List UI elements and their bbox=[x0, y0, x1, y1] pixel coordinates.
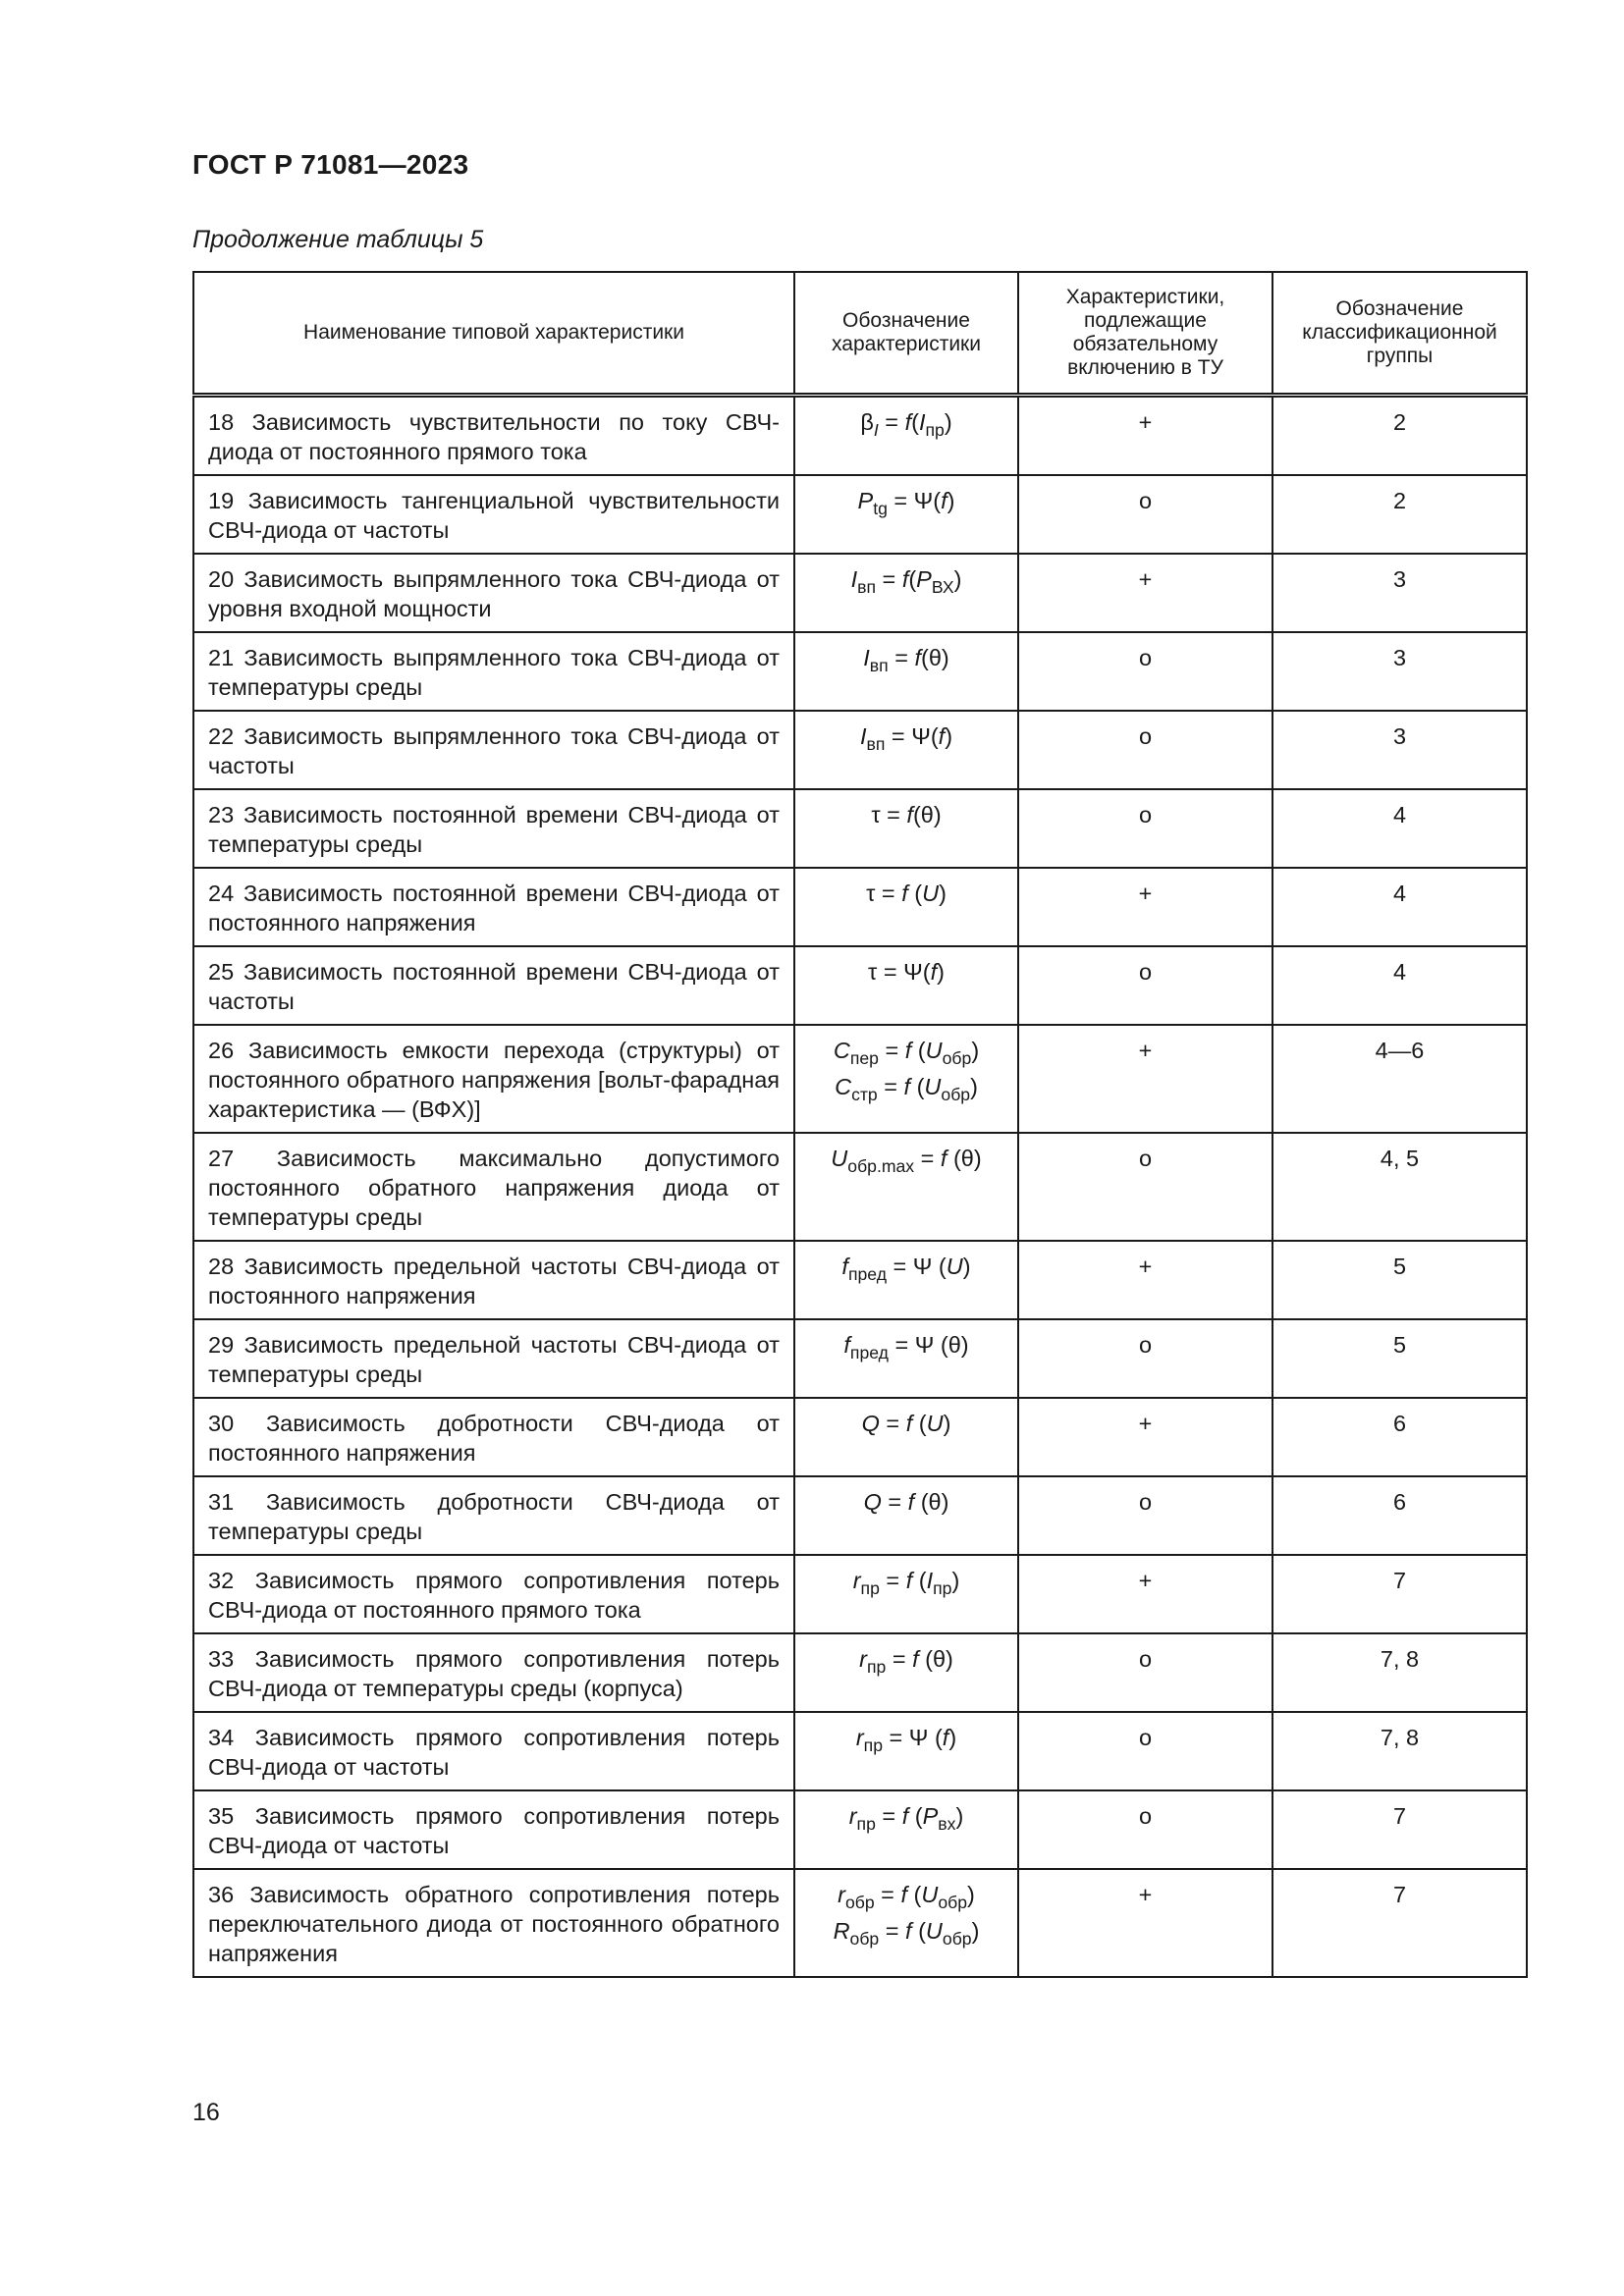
formula-subscript: пр bbox=[860, 1578, 880, 1599]
formula-line bbox=[809, 636, 1003, 679]
characteristic-name: 33 Зависимость прямого сопротивления потерь СВЧ-диода от температуры среды (корпуса) bbox=[193, 1633, 794, 1712]
formula-line bbox=[809, 1137, 1003, 1180]
formula-subscript: пр bbox=[933, 1578, 952, 1599]
formula-symbol: f bbox=[901, 881, 908, 906]
classification-group: 7, 8 bbox=[1272, 1633, 1527, 1712]
formula-line bbox=[809, 1716, 1003, 1759]
formula-line bbox=[809, 400, 1003, 444]
formula-symbol: f bbox=[912, 1646, 919, 1672]
mandatory-flag: о bbox=[1018, 1319, 1272, 1398]
formula-line bbox=[809, 1402, 1003, 1445]
characteristic-name: 29 Зависимость предельной частоты СВЧ-диода от температуры среды bbox=[193, 1319, 794, 1398]
formula-symbol: f bbox=[904, 409, 912, 435]
formula-text: = bbox=[879, 1568, 906, 1593]
characteristic-name: 32 Зависимость прямого сопротивления потерь СВЧ-диода от постоянного прямого тока bbox=[193, 1555, 794, 1633]
characteristic-designation bbox=[794, 1398, 1018, 1476]
formula-subscript: пер bbox=[849, 1048, 879, 1069]
characteristic-designation bbox=[794, 554, 1018, 632]
characteristic-designation bbox=[794, 1025, 1018, 1133]
formula-text: ( bbox=[910, 1074, 925, 1099]
formula-text: ) bbox=[967, 1882, 975, 1907]
table-row bbox=[193, 475, 1527, 554]
characteristic-designation bbox=[794, 1133, 1018, 1241]
formula-text: ) bbox=[943, 1411, 951, 1436]
characteristic-designation bbox=[794, 632, 1018, 711]
formula-line bbox=[809, 715, 1003, 758]
table-row bbox=[193, 1869, 1527, 1977]
classification-group: 4 bbox=[1272, 868, 1527, 946]
formula-symbol: R bbox=[833, 1918, 850, 1944]
formula-line bbox=[809, 1480, 1003, 1523]
characteristic-name: 28 Зависимость предельной частоты СВЧ-диода от постоянного напряжения bbox=[193, 1241, 794, 1319]
formula-symbol: I bbox=[859, 723, 867, 749]
mandatory-flag: + bbox=[1018, 1025, 1272, 1133]
formula-subscript: вп bbox=[866, 734, 886, 755]
formula-symbol: P bbox=[916, 566, 932, 592]
formula-symbol: f bbox=[941, 488, 947, 513]
formula-symbol: f bbox=[938, 723, 946, 749]
characteristic-designation bbox=[794, 475, 1018, 554]
mandatory-flag: о bbox=[1018, 475, 1272, 554]
mandatory-flag: + bbox=[1018, 396, 1272, 476]
formula-symbol: C bbox=[833, 1038, 850, 1063]
formula-text: = bbox=[881, 1489, 908, 1515]
formula-text: ) bbox=[939, 881, 947, 906]
formula-text: = bbox=[875, 1803, 902, 1829]
formula-text: ( bbox=[908, 566, 917, 592]
formula-line bbox=[809, 1637, 1003, 1681]
formula-text: ) bbox=[951, 1568, 960, 1593]
table-row bbox=[193, 1712, 1527, 1790]
mandatory-flag: о bbox=[1018, 1633, 1272, 1712]
formula-symbol: f bbox=[930, 959, 938, 985]
formula-text: ) bbox=[970, 1074, 978, 1099]
formula-symbol: P bbox=[857, 488, 874, 513]
formula-line bbox=[809, 793, 1003, 836]
formula-text: = bbox=[878, 1038, 905, 1063]
formula-line bbox=[809, 872, 1003, 915]
formula-text: = Ψ( bbox=[885, 723, 939, 749]
table-row bbox=[193, 554, 1527, 632]
mandatory-flag: о bbox=[1018, 946, 1272, 1025]
formula-subscript: пр bbox=[856, 1814, 876, 1835]
formula-subscript: пред bbox=[847, 1264, 887, 1285]
formula-subscript: вх bbox=[938, 1814, 956, 1835]
classification-group: 2 bbox=[1272, 475, 1527, 554]
formula-text: τ = Ψ( bbox=[868, 959, 931, 985]
classification-group: 3 bbox=[1272, 554, 1527, 632]
table-row bbox=[193, 1790, 1527, 1869]
formula-line bbox=[809, 1065, 1003, 1108]
formula-symbol: f bbox=[907, 1489, 915, 1515]
formula-line bbox=[809, 950, 1003, 993]
mandatory-flag: + bbox=[1018, 1398, 1272, 1476]
formula-symbol: f bbox=[906, 802, 913, 828]
table-row bbox=[193, 1555, 1527, 1633]
table-row bbox=[193, 1241, 1527, 1319]
table-row bbox=[193, 632, 1527, 711]
formula-text: ( bbox=[912, 1568, 927, 1593]
formula-text: (θ) bbox=[947, 1146, 982, 1171]
mandatory-flag: о bbox=[1018, 711, 1272, 789]
mandatory-flag: о bbox=[1018, 1133, 1272, 1241]
formula-subscript: tg bbox=[873, 499, 888, 519]
formula-symbol: Q bbox=[861, 1411, 880, 1436]
characteristic-name: 34 Зависимость прямого сопротивления потерь СВЧ-диода от частоты bbox=[193, 1712, 794, 1790]
formula-text: ) bbox=[971, 1038, 980, 1063]
classification-group: 7 bbox=[1272, 1869, 1527, 1977]
formula-subscript: пр bbox=[866, 1657, 887, 1678]
formula-subscript: обр bbox=[938, 1893, 968, 1913]
mandatory-flag: о bbox=[1018, 789, 1272, 868]
characteristic-designation bbox=[794, 946, 1018, 1025]
formula-symbol: f bbox=[900, 1882, 907, 1907]
formula-subscript: вп bbox=[857, 577, 877, 598]
formula-text: = bbox=[879, 1411, 906, 1436]
formula-text: β bbox=[860, 409, 874, 435]
mandatory-flag: о bbox=[1018, 632, 1272, 711]
formula-symbol: U bbox=[925, 1918, 943, 1944]
formula-symbol: U bbox=[924, 1074, 942, 1099]
formula-text: = Ψ (θ) bbox=[888, 1332, 969, 1358]
formula-text: = bbox=[876, 566, 902, 592]
mandatory-flag: о bbox=[1018, 1476, 1272, 1555]
formula-symbol: U bbox=[921, 1882, 939, 1907]
formula-symbol: f bbox=[903, 1074, 911, 1099]
formula-text: = bbox=[877, 1074, 904, 1099]
formula-symbol: f bbox=[901, 1803, 909, 1829]
formula-symbol: f bbox=[940, 1146, 947, 1171]
formula-text: ) bbox=[937, 959, 945, 985]
formula-symbol: U bbox=[946, 1254, 963, 1279]
characteristic-name: 21 Зависимость выпрямленного тока СВЧ-диода от температуры среды bbox=[193, 632, 794, 711]
classification-group: 4 bbox=[1272, 946, 1527, 1025]
formula-symbol: f bbox=[914, 645, 921, 670]
formula-subscript: пред bbox=[849, 1343, 889, 1363]
formula-subscript: вп bbox=[869, 656, 889, 676]
formula-symbol: C bbox=[835, 1074, 852, 1099]
formula-text: ) bbox=[955, 1803, 964, 1829]
formula-text: ) bbox=[947, 488, 955, 513]
formula-symbol: r bbox=[859, 1646, 867, 1672]
formula-subscript: обр bbox=[942, 1048, 972, 1069]
formula-symbol: U bbox=[922, 881, 940, 906]
formula-subscript: пр bbox=[863, 1735, 884, 1756]
formula-symbol: I bbox=[926, 1568, 934, 1593]
formula-symbol: r bbox=[855, 1725, 864, 1750]
formula-line bbox=[809, 1559, 1003, 1602]
formula-text: = bbox=[886, 1646, 913, 1672]
table-row bbox=[193, 711, 1527, 789]
characteristic-name: 35 Зависимость прямого сопротивления потерь СВЧ-диода от частоты bbox=[193, 1790, 794, 1869]
formula-text: = Ψ ( bbox=[883, 1725, 943, 1750]
formula-symbol: I bbox=[850, 566, 858, 592]
formula-subscript: обр bbox=[941, 1085, 971, 1105]
col-header-required: Характеристики, подлежащие обязательному включению в ТУ bbox=[1018, 272, 1272, 396]
formula-symbol: I bbox=[918, 409, 926, 435]
formula-symbol: f bbox=[905, 1918, 912, 1944]
formula-text: ) bbox=[945, 723, 953, 749]
table-caption: Продолжение таблицы 5 bbox=[192, 226, 484, 253]
col-header-group: Обозначение классификационной группы bbox=[1272, 272, 1527, 396]
formula-symbol: f bbox=[901, 566, 909, 592]
characteristic-designation bbox=[794, 868, 1018, 946]
characteristic-name: 26 Зависимость емкости перехода (структуры) от постоянного обратного напряжения [вольт-фарадная характеристика — (ВФХ)] bbox=[193, 1025, 794, 1133]
formula-text: (θ) bbox=[921, 645, 949, 670]
formula-text: (θ) bbox=[918, 1646, 953, 1672]
mandatory-flag: + bbox=[1018, 868, 1272, 946]
document-header: ГОСТ Р 71081—2023 bbox=[192, 149, 469, 180]
formula-line bbox=[809, 558, 1003, 601]
col-header-designation: Обозначение характеристики bbox=[794, 272, 1018, 396]
table-row bbox=[193, 396, 1527, 476]
table-row bbox=[193, 789, 1527, 868]
formula-text: ( bbox=[911, 1918, 926, 1944]
characteristic-name: 20 Зависимость выпрямленного тока СВЧ-диода от уровня входной мощности bbox=[193, 554, 794, 632]
mandatory-flag: о bbox=[1018, 1790, 1272, 1869]
col-header-name: Наименование типовой характеристики bbox=[193, 272, 794, 396]
table-row bbox=[193, 1133, 1527, 1241]
table-row bbox=[193, 1476, 1527, 1555]
characteristics-table bbox=[192, 271, 1528, 1978]
classification-group: 3 bbox=[1272, 711, 1527, 789]
table-header-row bbox=[193, 272, 1527, 396]
formula-symbol: r bbox=[848, 1803, 857, 1829]
formula-line bbox=[809, 1909, 1003, 1952]
characteristic-name: 18 Зависимость чувствительности по току СВЧ-диода от постоянного прямого тока bbox=[193, 396, 794, 476]
formula-text: = bbox=[888, 645, 915, 670]
characteristic-name: 36 Зависимость обратного сопротивления потерь переключательного диода от постоянного обратного напряжения bbox=[193, 1869, 794, 1977]
characteristic-designation bbox=[794, 1790, 1018, 1869]
formula-text: ( bbox=[912, 1411, 927, 1436]
formula-text: τ = bbox=[871, 802, 907, 828]
formula-symbol: U bbox=[925, 1038, 943, 1063]
formula-symbol: U bbox=[926, 1411, 944, 1436]
formula-subscript: стр bbox=[851, 1085, 878, 1105]
formula-line bbox=[809, 1794, 1003, 1838]
formula-text: = bbox=[874, 1882, 901, 1907]
formula-line bbox=[809, 1245, 1003, 1288]
classification-group: 7 bbox=[1272, 1790, 1527, 1869]
formula-text: ( bbox=[911, 1038, 926, 1063]
characteristic-designation bbox=[794, 1869, 1018, 1977]
characteristic-designation bbox=[794, 396, 1018, 476]
formula-text: (θ) bbox=[914, 1489, 949, 1515]
characteristic-designation bbox=[794, 1712, 1018, 1790]
characteristic-name: 27 Зависимость максимально допустимого постоянного обратного напряжения диода от температуры среды bbox=[193, 1133, 794, 1241]
formula-symbol: r bbox=[852, 1568, 861, 1593]
formula-text: ) bbox=[953, 566, 962, 592]
formula-symbol: f bbox=[905, 1411, 913, 1436]
formula-symbol: I bbox=[863, 645, 870, 670]
classification-group: 6 bbox=[1272, 1398, 1527, 1476]
formula-subscript: I bbox=[873, 420, 879, 441]
formula-text: = bbox=[914, 1146, 941, 1171]
classification-group: 4—6 bbox=[1272, 1025, 1527, 1133]
formula-symbol: r bbox=[838, 1882, 845, 1907]
characteristic-designation bbox=[794, 711, 1018, 789]
table-row bbox=[193, 946, 1527, 1025]
formula-symbol: U bbox=[831, 1146, 848, 1171]
formula-subscript: обр bbox=[849, 1929, 880, 1949]
formula-symbol: f bbox=[942, 1725, 949, 1750]
characteristic-designation bbox=[794, 789, 1018, 868]
table-row bbox=[193, 1319, 1527, 1398]
formula-text: τ = bbox=[866, 881, 902, 906]
formula-symbol: f bbox=[841, 1254, 848, 1279]
formula-text: ) bbox=[948, 1725, 957, 1750]
classification-group: 3 bbox=[1272, 632, 1527, 711]
classification-group: 5 bbox=[1272, 1319, 1527, 1398]
formula-symbol: f bbox=[905, 1568, 913, 1593]
characteristic-name: 24 Зависимость постоянной времени СВЧ-диода от постоянного напряжения bbox=[193, 868, 794, 946]
formula-text: ( bbox=[911, 409, 919, 435]
page-number: 16 bbox=[192, 2099, 220, 2126]
classification-group: 4 bbox=[1272, 789, 1527, 868]
formula-text: ( bbox=[907, 881, 923, 906]
formula-symbol: P bbox=[922, 1803, 939, 1829]
formula-subscript: обр.max bbox=[847, 1156, 915, 1177]
mandatory-flag: о bbox=[1018, 1712, 1272, 1790]
classification-group: 4, 5 bbox=[1272, 1133, 1527, 1241]
characteristic-name: 31 Зависимость добротности СВЧ-диода от температуры среды bbox=[193, 1476, 794, 1555]
formula-line bbox=[809, 1323, 1003, 1366]
characteristic-designation bbox=[794, 1555, 1018, 1633]
formula-subscript: пр bbox=[925, 420, 945, 441]
formula-text: ) bbox=[971, 1918, 980, 1944]
table-row bbox=[193, 1633, 1527, 1712]
characteristic-name: 25 Зависимость постоянной времени СВЧ-диода от частоты bbox=[193, 946, 794, 1025]
mandatory-flag: + bbox=[1018, 1869, 1272, 1977]
formula-text: ) bbox=[962, 1254, 971, 1279]
formula-line bbox=[809, 479, 1003, 522]
formula-text: = bbox=[878, 409, 905, 435]
formula-text: = bbox=[879, 1918, 906, 1944]
characteristic-designation bbox=[794, 1476, 1018, 1555]
mandatory-flag: + bbox=[1018, 554, 1272, 632]
formula-subscript: обр bbox=[942, 1929, 972, 1949]
formula-text: ) bbox=[944, 409, 952, 435]
formula-text: = Ψ( bbox=[887, 488, 942, 513]
formula-symbol: Q bbox=[863, 1489, 882, 1515]
characteristic-designation bbox=[794, 1241, 1018, 1319]
formula-text: ( bbox=[906, 1882, 922, 1907]
classification-group: 2 bbox=[1272, 396, 1527, 476]
table-row bbox=[193, 1398, 1527, 1476]
formula-subscript: ВХ bbox=[931, 577, 954, 598]
table-row bbox=[193, 868, 1527, 946]
characteristic-name: 19 Зависимость тангенциальной чувствительности СВЧ-диода от частоты bbox=[193, 475, 794, 554]
characteristic-name: 22 Зависимость выпрямленного тока СВЧ-диода от частоты bbox=[193, 711, 794, 789]
classification-group: 6 bbox=[1272, 1476, 1527, 1555]
characteristic-designation bbox=[794, 1633, 1018, 1712]
characteristic-designation bbox=[794, 1319, 1018, 1398]
formula-symbol: f bbox=[904, 1038, 912, 1063]
mandatory-flag: + bbox=[1018, 1555, 1272, 1633]
classification-group: 7 bbox=[1272, 1555, 1527, 1633]
mandatory-flag: + bbox=[1018, 1241, 1272, 1319]
formula-text: = Ψ ( bbox=[886, 1254, 947, 1279]
table-body bbox=[193, 396, 1527, 1978]
classification-group: 5 bbox=[1272, 1241, 1527, 1319]
table-row bbox=[193, 1025, 1527, 1133]
characteristic-name: 23 Зависимость постоянной времени СВЧ-диода от температуры среды bbox=[193, 789, 794, 868]
formula-subscript: обр bbox=[844, 1893, 875, 1913]
formula-text: (θ) bbox=[912, 802, 942, 828]
formula-text: ( bbox=[908, 1803, 923, 1829]
formula-symbol: f bbox=[843, 1332, 850, 1358]
characteristic-name: 30 Зависимость добротности СВЧ-диода от постоянного напряжения bbox=[193, 1398, 794, 1476]
classification-group: 7, 8 bbox=[1272, 1712, 1527, 1790]
